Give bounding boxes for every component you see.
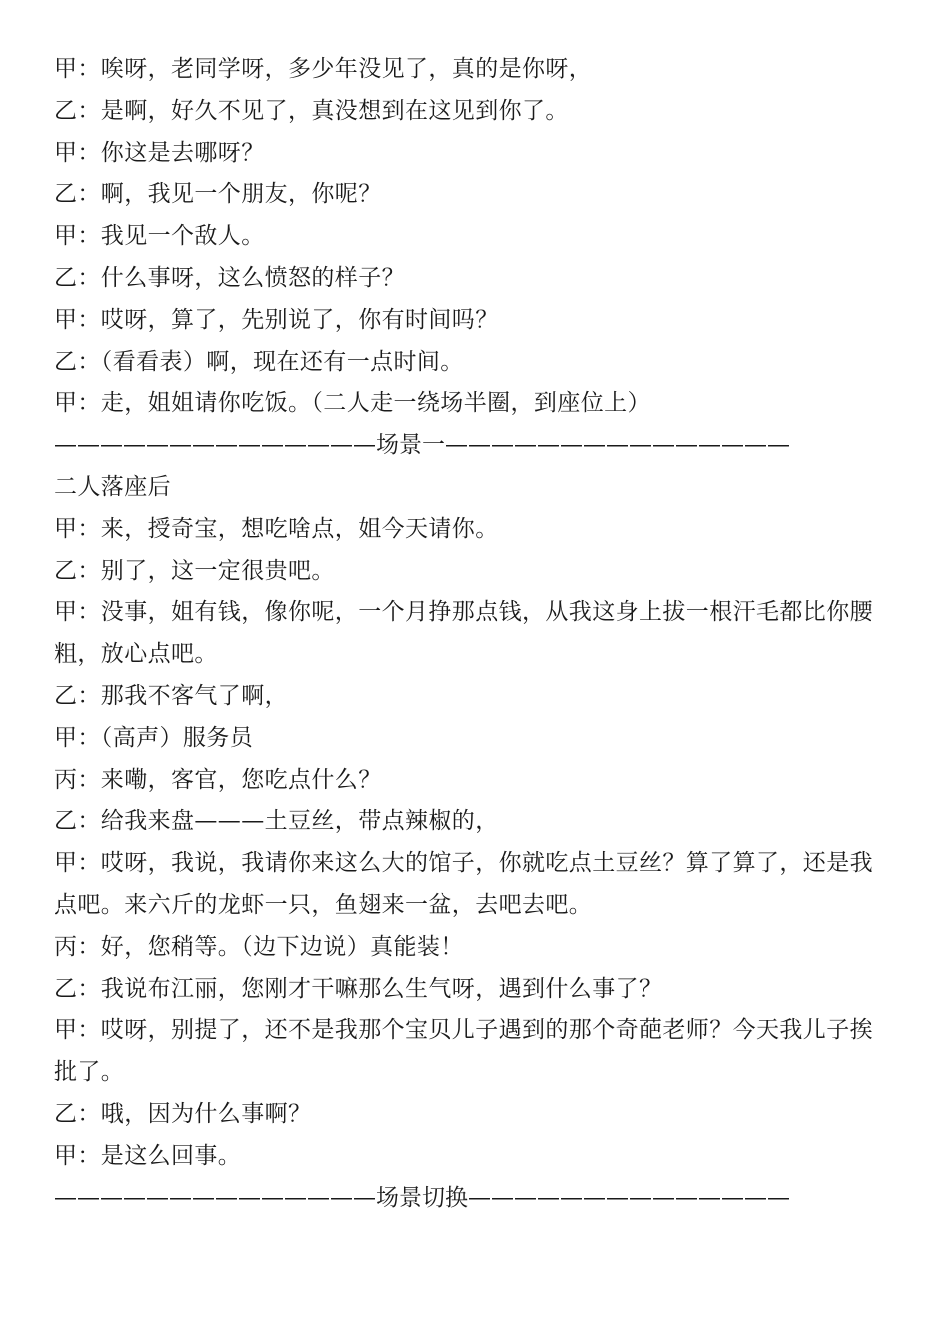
dialogue-line: 甲：是这么回事。 [54,1142,242,1169]
dialogue-line: 甲：来，授奇宝，想吃啥点，姐今天请你。 [54,515,499,542]
dialogue-line: 甲：唉呀，老同学呀，多少年没见了，真的是你呀， [54,56,593,82]
script-document [54,49,894,1219]
dialogue-line: 乙：（看看表）啊，现在还有一点时间。 [54,348,464,375]
dialogue-line: 丙：好，您稍等。（边下边说）真能装！ [54,933,464,960]
dialogue-line: 乙：别了，这一定很贵吧。 [54,557,335,584]
dialogue-line: 乙：啊，我见一个朋友，你呢？ [54,181,382,208]
dialogue-line: 丙：来嘞，客官，您吃点什么？ [54,766,382,793]
dialogue-line: 甲：走，姐姐请你吃饭。（二人走一绕场半圈，到座位上） [54,390,651,417]
scene-divider-2: ——————————————场景切换—————————————— [54,1184,790,1211]
dialogue-line: 乙：是啊，好久不见了，真没想到在这见到你了。 [54,97,569,124]
dialogue-line: 乙：什么事呀，这么愤怒的样子？ [54,264,405,291]
dialogue-line: 乙：哦，因为什么事啊？ [54,1100,312,1127]
stage-direction: 二人落座后 [54,473,171,500]
dialogue-line: 甲：（高声）服务员 [54,724,254,751]
dialogue-line: 甲：你这是去哪呀？ [54,139,265,166]
dialogue-line: 甲：我见一个敌人。 [54,223,265,250]
dialogue-line: 甲：哎呀，我说，我请你来这么大的馆子，你就吃点土豆丝？算了算了，还是我点吧。来六斤的龙虾一只，鱼翅来一盆，去吧去吧。 [54,850,873,918]
dialogue-line: 甲：哎呀，别提了，还不是我那个宝贝儿子遇到的那个奇葩老师？今天我儿子挨批了。 [54,1017,873,1086]
dialogue-line: 甲：没事，姐有钱，像你呢，一个月挣那点钱，从我这身上拔一根汗毛都比你腰粗，放心点吧。 [54,599,873,668]
dialogue-line: 甲：哎呀，算了，先别说了，你有时间吗？ [54,306,499,333]
dialogue-line: 乙：我说布江丽，您刚才干嘛那么生气呀，遇到什么事了？ [54,975,663,1002]
scene-divider-1: ——————————————场景一——————————————— [54,432,790,459]
dialogue-line: 乙：那我不客气了啊， [54,682,288,709]
dialogue-line: 乙：给我来盘———土豆丝，带点辣椒的， [54,808,499,835]
